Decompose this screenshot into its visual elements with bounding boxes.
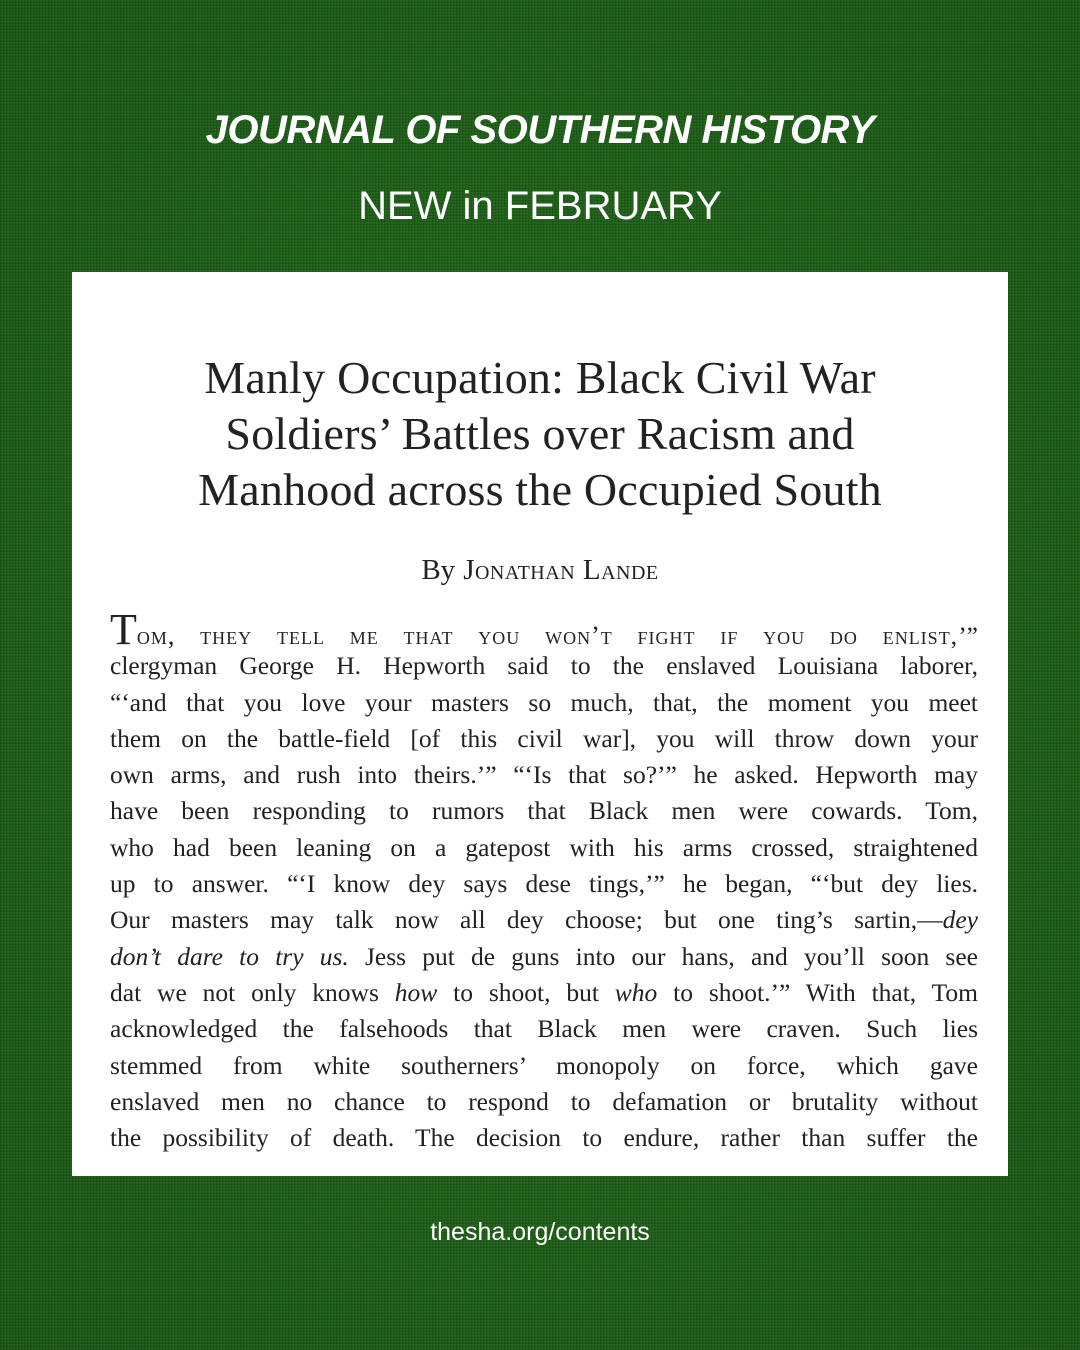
body-line: the possibility of death. The decision to endure, rather than suffer the (110, 1123, 978, 1153)
body-line: enslaved men no chance to respond to defamation or brutality without (110, 1086, 978, 1116)
body-line: stemmed from white southerners’ monopoly on force, which gave (110, 1050, 978, 1080)
body-line: up to answer. “‘I know dey says dese tings,’” he began, “‘but dey lies. (110, 869, 978, 899)
body-italic-segment: dey (942, 905, 978, 935)
journal-title: JOURNAL OF SOUTHERN HISTORY (205, 108, 875, 152)
article-page (72, 272, 1008, 1176)
article-title-line: Soldiers’ Battles over Racism and (225, 408, 855, 459)
opening-smallcaps: om, they tell me that you won’t fight if you do enlist, (136, 621, 959, 650)
body-line: acknowledged the falsehoods that Black men were craven. Such lies (110, 1014, 978, 1044)
body-italic-segment: who (614, 977, 658, 1007)
body-italic-segment: how (394, 977, 438, 1007)
body-text-segment: to shoot.’” With that, Tom (657, 977, 978, 1007)
article-body (110, 605, 978, 1156)
body-line: have been responding to rumors that Black men were cowards. Tom, (110, 796, 978, 826)
body-line: own arms, and rush into theirs.’” “‘Is that so?’” he asked. Hepworth may (110, 760, 978, 790)
body-text-segment: Our masters may talk now all dey choose; but one ting’s sartin,— (110, 905, 943, 935)
issue-subtitle: NEW in FEBRUARY (358, 184, 722, 228)
opening-tail: ’” (958, 621, 978, 650)
body-line (110, 975, 978, 1011)
body-line: clergyman George H. Hepworth said to the enslaved Louisiana laborer, (110, 651, 978, 681)
byline-prefix: By (421, 554, 456, 586)
body-line: who had been leaning on a gatepost with his arms crossed, straightened (110, 832, 978, 862)
body-line: “‘and that you love your masters so much, that, the moment you meet (110, 687, 978, 717)
body-text-segment: Jess put de guns into our hans, and you’ll soon see (348, 941, 978, 971)
article-title-line: Manly Occupation: Black Civil War (204, 352, 876, 403)
body-italic-segment: don’t dare to try us. (110, 941, 349, 971)
article-title (72, 350, 1008, 518)
footer-url[interactable]: thesha.org/contents (430, 1218, 650, 1246)
body-line: them on the battle-field [of this civil war], you will throw down your (110, 723, 978, 753)
body-line (110, 939, 978, 975)
article-title-line: Manhood across the Occupied South (198, 464, 882, 515)
body-line (110, 902, 978, 938)
byline (72, 554, 1008, 587)
body-line (110, 605, 978, 654)
byline-author: Jonathan Lande (463, 554, 659, 586)
body-text-segment: to shoot, but (437, 977, 615, 1007)
drop-cap: T (110, 605, 137, 654)
body-text-segment: dat we not only knows (110, 977, 395, 1007)
